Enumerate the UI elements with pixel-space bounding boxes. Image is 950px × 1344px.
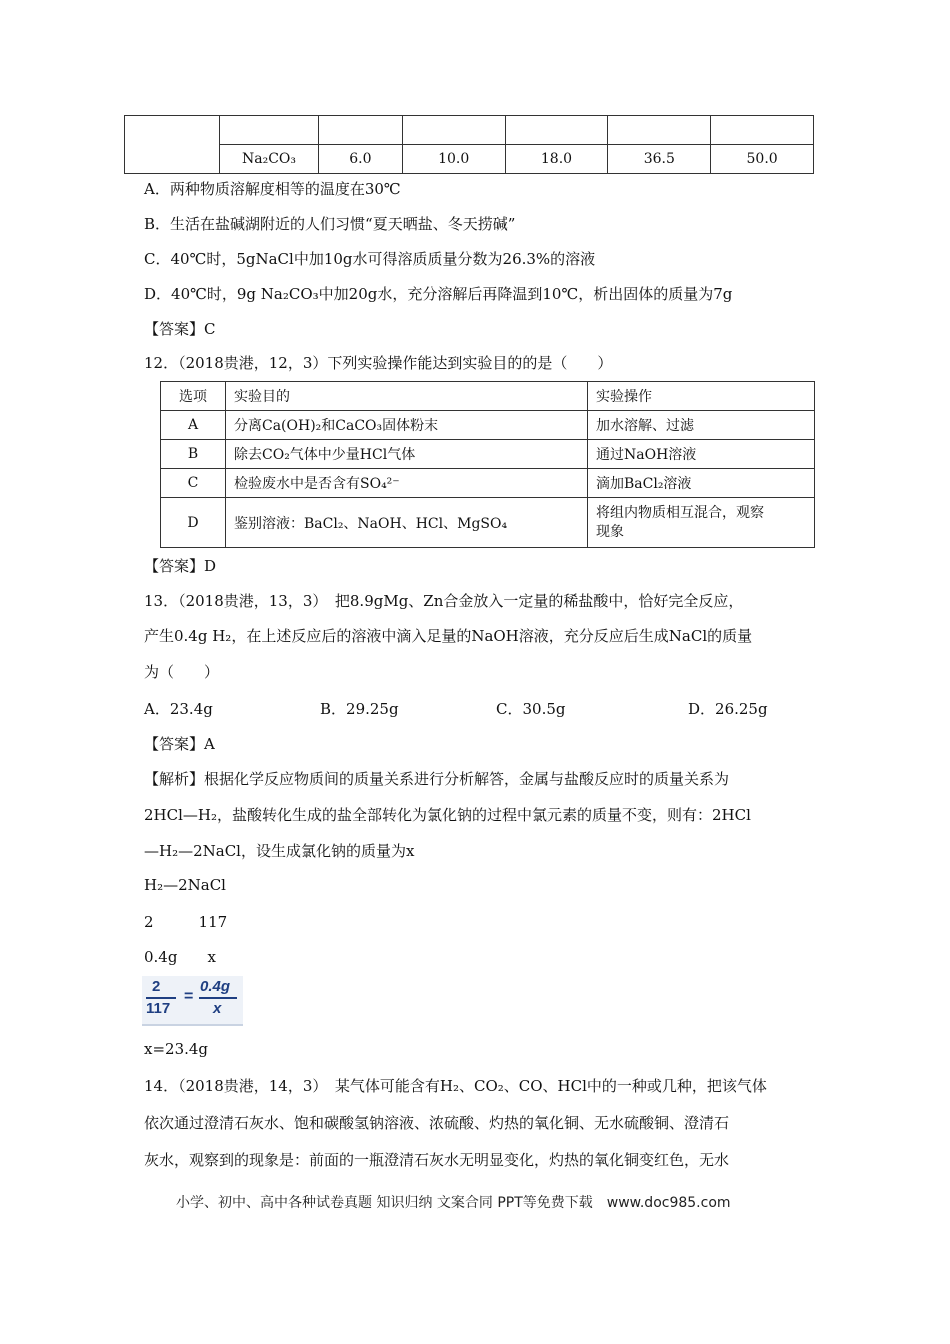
analysis-line: 2HCl—H₂，盐酸转化生成的盐全部转化为氯化钠的过程中氯元素的质量不变，则有：2HCl [144,806,751,824]
equals-sign: = [184,988,194,1005]
answer: 【答案】D [144,557,217,575]
analysis-line: —H₂—2NaCl，设生成氯化钠的质量为x [144,842,415,860]
table-cell: Na₂CO₃ [220,145,319,174]
header-cell: 实验操作 [588,382,815,411]
fraction-bar [199,997,237,999]
table-cell [608,116,711,145]
option-b: B．29.25g [320,700,399,718]
table-cell: 除去CO₂气体中少量HCl气体 [226,440,588,469]
table-cell [402,116,505,145]
analysis-line: 0.4g x [144,948,216,966]
table-row [161,469,815,498]
table-cell: A [161,411,226,440]
fraction-numerator: 0.4g [200,978,231,995]
header-cell: 实验目的 [226,382,588,411]
table-cell: 6.0 [319,145,403,174]
answer: 【答案】C [144,320,216,338]
fraction-denominator: x [213,1000,222,1017]
table-cell: C [161,469,226,498]
analysis-line: 【解析】根据化学反应物质间的质量关系进行分析解答，金属与盐酸反应时的质量关系为 [144,770,730,788]
experiment-table [160,381,815,548]
result-line: x=23.4g [144,1040,209,1058]
answer: 【答案】A [144,735,215,753]
analysis-line: H₂—2NaCl [144,876,226,894]
option-c: C．30.5g [496,700,566,718]
cell-line: 现象 [596,523,624,540]
table-cell [711,116,814,145]
option-d: D．26.25g [688,700,768,718]
question-stem: 12．（2018贵港，12，3）下列实验操作能达到实验目的的是（ ） [144,354,613,372]
table-row [161,498,815,548]
table-cell: 滴加BaCl₂溶液 [588,469,815,498]
option-c: C．40℃时，5gNaCl中加10g水可得溶质质量分数为26.3%的溶液 [144,250,596,268]
question-stem-line: 13．（2018贵港，13，3） 把8.9gMg、Zn合金放入一定量的稀盐酸中，恰好完全反应， [144,592,744,610]
option-d: D．40℃时，9g Na₂CO₃中加20g水，充分溶解后再降温到10℃，析出固体的质量为7g [144,285,733,303]
table-row [161,440,815,469]
header-cell: 选项 [161,382,226,411]
table-cell: 分离Ca(OH)₂和CaCO₃固体粉末 [226,411,588,440]
fraction-equation [142,976,243,1026]
table-cell: B [161,440,226,469]
question-stem-line: 14．（2018贵港，14，3） 某气体可能含有H₂、CO₂、CO、HCl中的一种或几种，把该气体 [144,1077,767,1095]
question-stem-line: 依次通过澄清石灰水、饱和碳酸氢钠溶液、浓硫酸、灼热的氧化铜、无水硫酸铜、澄清石 [144,1114,730,1132]
table-cell: 10.0 [402,145,505,174]
table-row [161,411,815,440]
solubility-table [124,115,814,174]
table-cell [319,116,403,145]
table-cell: 通过NaOH溶液 [588,440,815,469]
table-cell: 50.0 [711,145,814,174]
table-cell [505,116,608,145]
question-stem-line: 灰水，观察到的现象是：前面的一瓶澄清石灰水无明显变化，灼热的氧化铜变红色，无水 [144,1151,730,1169]
fraction-bar [146,997,176,999]
fraction-numerator: 2 [152,978,161,995]
table-cell: 加水溶解、过滤 [588,411,815,440]
table-cell: 检验废水中是否含有SO₄²⁻ [226,469,588,498]
table-cell [588,498,815,548]
footer-link-text[interactable]: 小学、初中、高中各种试卷真题 知识归纳 文案合同 PPT等免费下载 www.doc985.com [176,1195,731,1211]
table-cell: 36.5 [608,145,711,174]
table-cell: D [161,498,226,548]
analysis-line: 2 117 [144,913,228,931]
table-row [125,145,814,174]
table-cell: 鉴别溶液：BaCl₂、NaOH、HCl、MgSO₄ [226,498,588,548]
cell-line: 将组内物质相互混合，观察 [596,504,764,521]
option-b: B．生活在盐碱湖附近的人们习惯“夏天晒盐、冬天捞碱” [144,215,516,233]
option-a: A．两种物质溶解度相等的温度在30℃ [144,180,401,198]
fraction-denominator: 117 [146,1000,171,1017]
question-stem-line: 为（ ） [144,663,220,681]
table-cell [220,116,319,145]
question-stem-line: 产生0.4g H₂，在上述反应后的溶液中滴入足量的NaOH溶液，充分反应后生成NaCl的质量 [144,627,753,645]
table-cell [125,116,220,174]
table-row [125,116,814,145]
table-cell: 18.0 [505,145,608,174]
table-header-row [161,382,815,411]
option-a: A．23.4g [144,700,213,718]
